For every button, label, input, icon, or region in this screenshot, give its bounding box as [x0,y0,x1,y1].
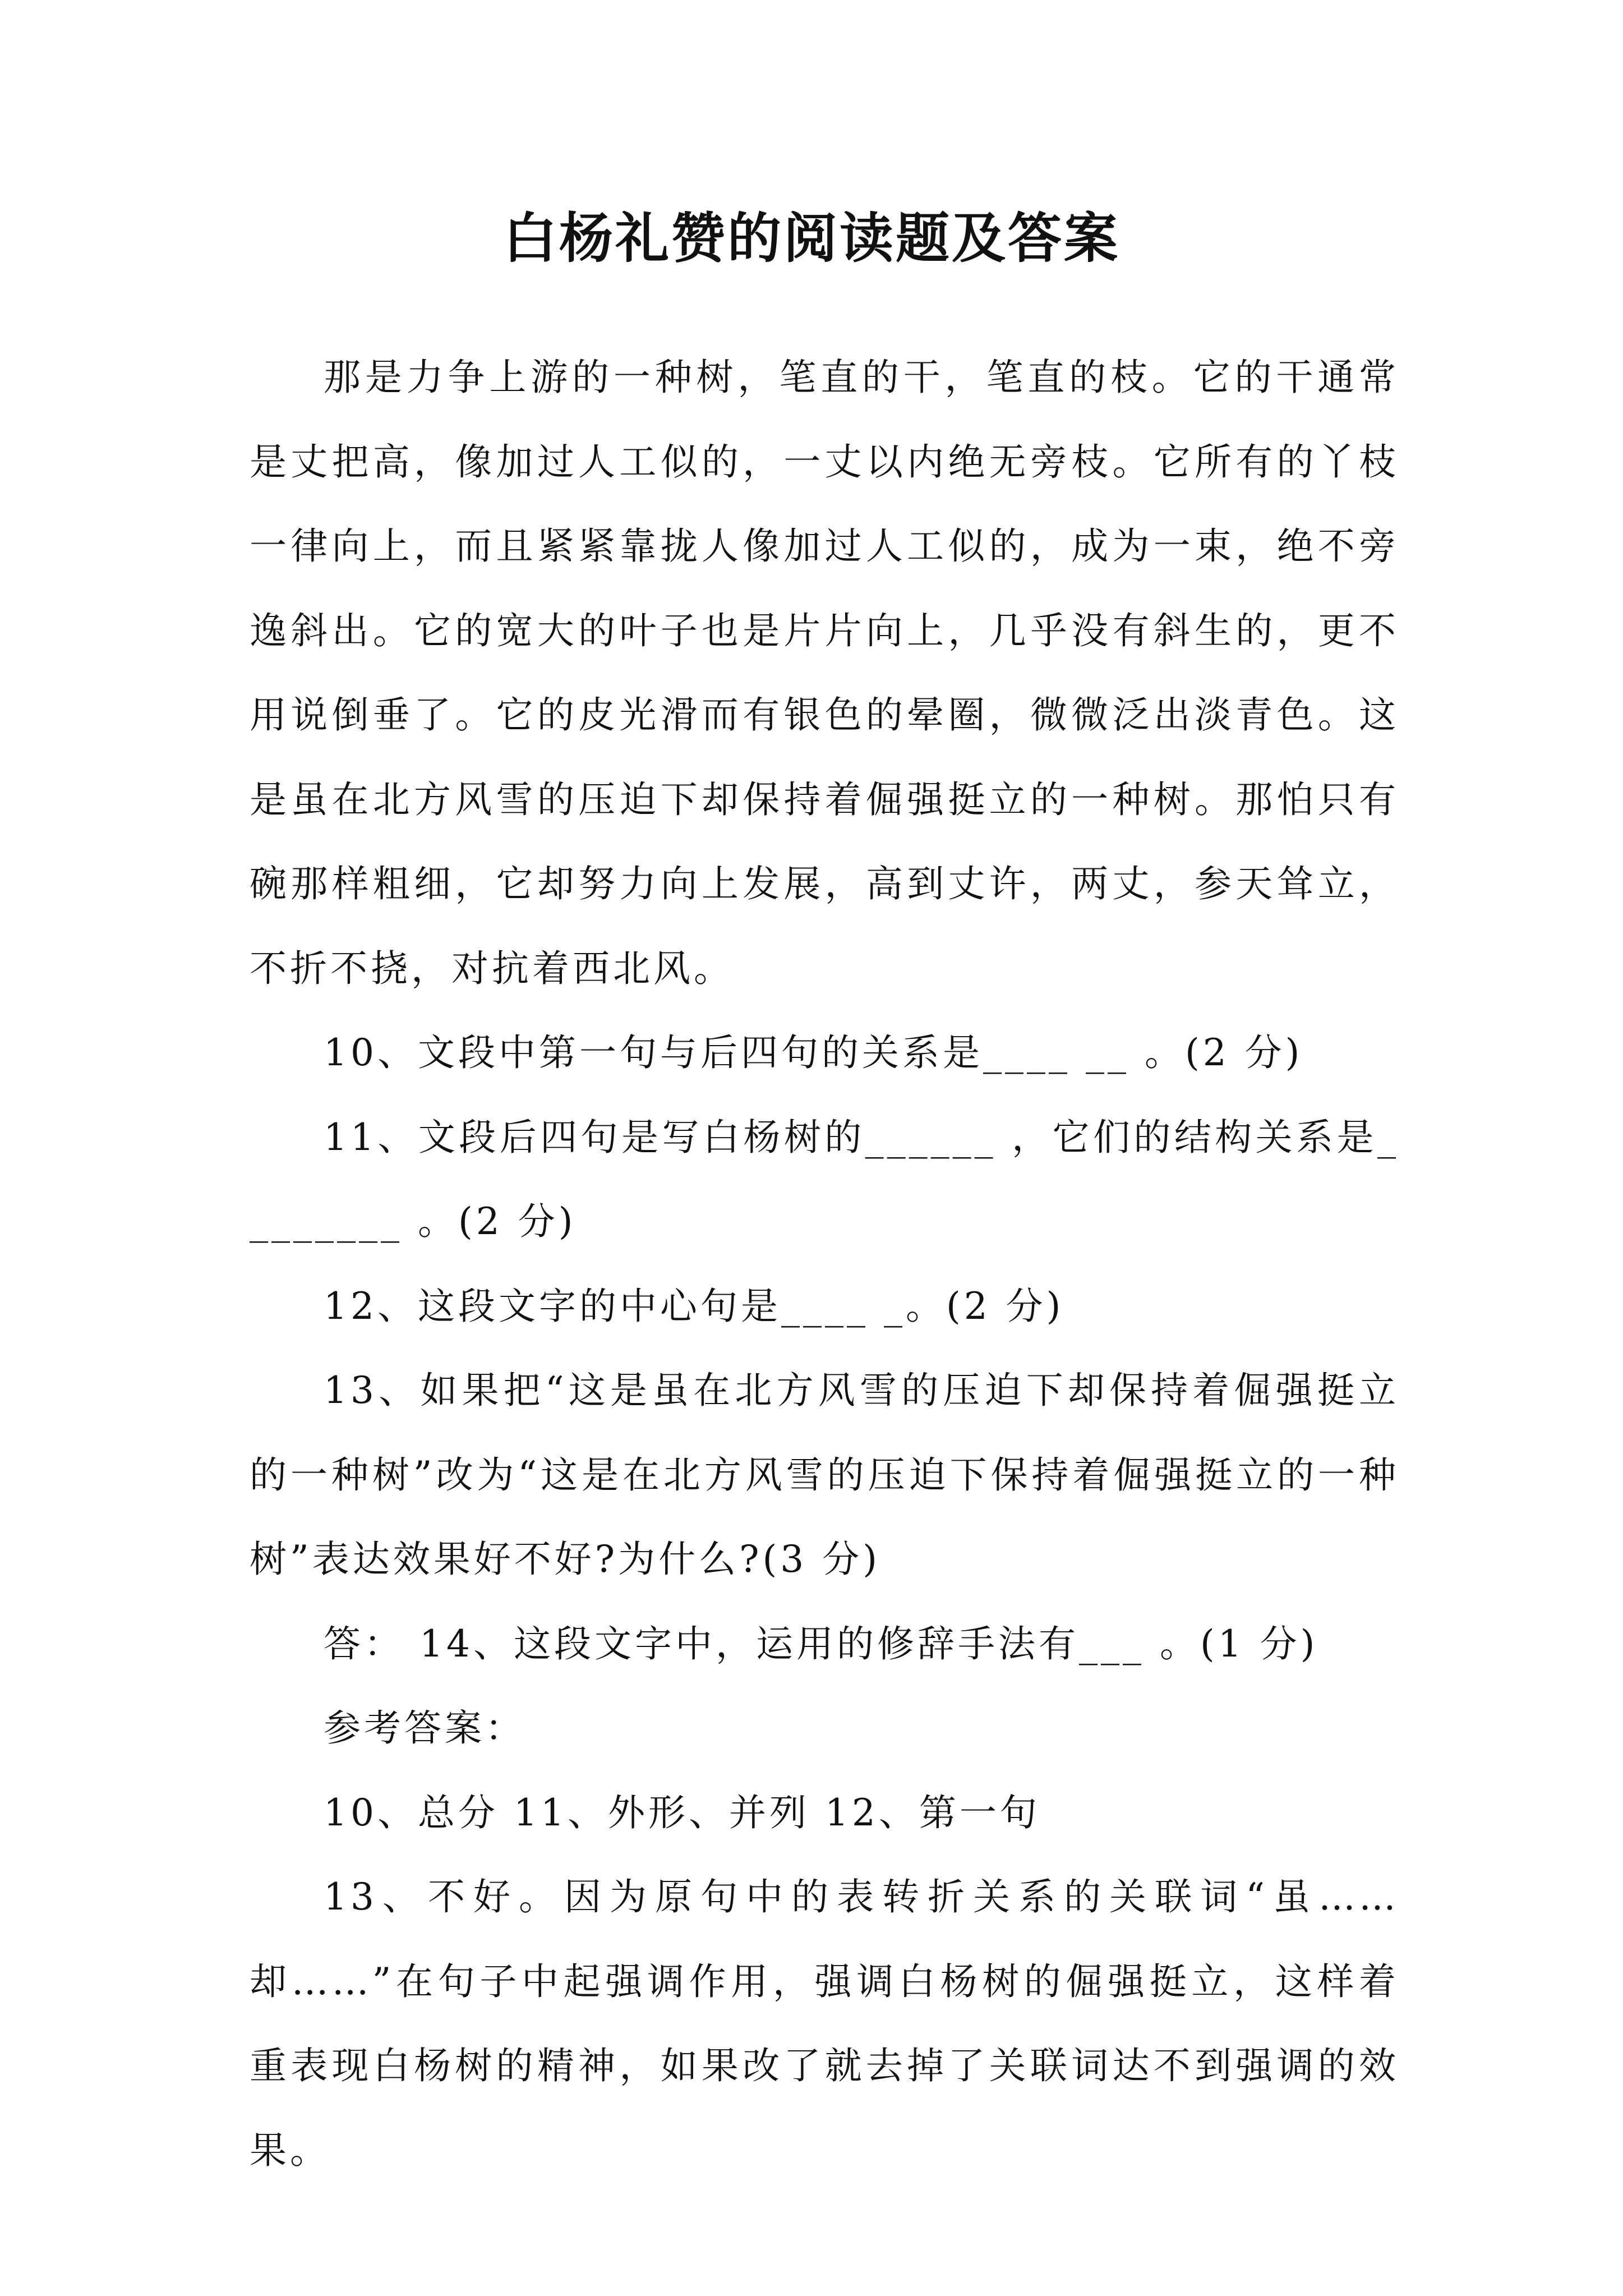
question-14: 答： 14、这段文字中，运用的修辞手法有___ 。(1 分) [324,1622,1318,1665]
question-13: 13、如果把“这是虽在北方风雪的压迫下却保持着倔强挺立的一种树”改为“这是在北方风雪的压迫下保持着倔强挺立的一种树”表达效果好不好?为什么?(3 分) [250,1369,1399,1581]
answers-10-12: 10、总分 11、外形、并列 12、第一句 [324,1791,1040,1834]
question-10: 10、文段中第一句与后四句的关系是____ __ 。(2 分) [324,1031,1303,1074]
question-12: 12、这段文字的中心句是____ _。(2 分) [324,1284,1064,1328]
document-title: 白杨礼赞的阅读题及答案 [503,206,1120,270]
document-body [250,335,1399,2193]
answer-13: 13、不好。因为原句中的表转折关系的关联词“虽……却……”在句子中起强调作用，强调白杨树的倔强挺立，这样着重表现白杨树的精神，如果改了就去掉了关联词达不到强调的效果。 [250,1875,1399,2172]
question-11: 11、文段后四句是写白杨树的______ ，它们的结构关系是________ 。(2 分) [250,1115,1399,1243]
passage-paragraph: 那是力争上游的一种树，笔直的干，笔直的枝。它的干通常是丈把高，像加过人工似的，一丈以内绝无旁枝。它所有的丫枝一律向上，而且紧紧靠拢人像加过人工似的，成为一束，绝不旁逸斜出。它的宽大的叶子也是片片向上，几乎没有斜生的，更不用说倒垂了。它的皮光滑而有银色的晕圈，微微泛出淡青色。这是虽在北方风雪的压迫下却保持着倔强挺立的一种树。那怕只有碗那样粗细，它却努力向上发展，高到丈许，两丈，参天耸立，不折不挠，对抗着西北风。 [250,356,1399,990]
answer-heading: 参考答案： [324,1706,525,1750]
